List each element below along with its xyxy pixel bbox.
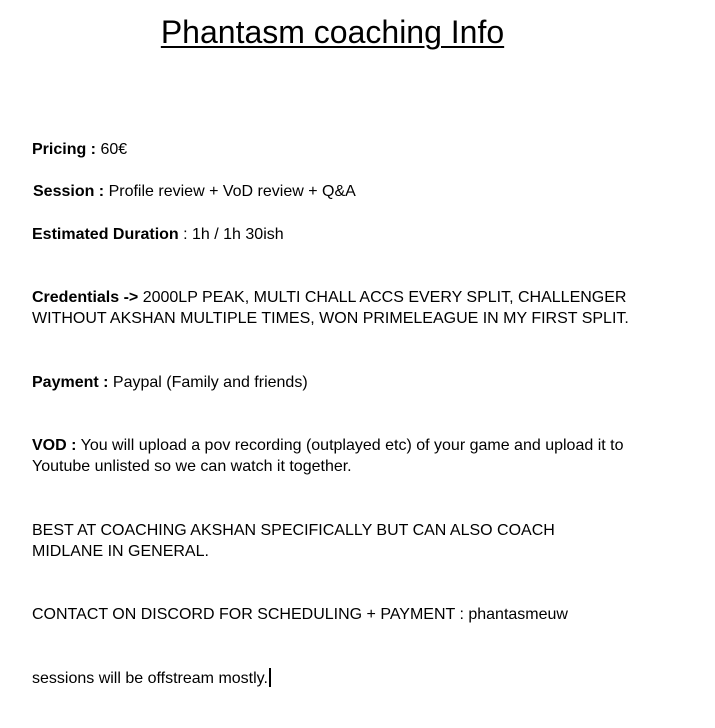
specialty-line-2: MIDLANE IN GENERAL. — [32, 543, 209, 560]
contact-line — [32, 604, 672, 625]
vod-label: VOD : — [32, 437, 77, 454]
payment-label: Payment : — [32, 374, 109, 391]
specialty-line-1: BEST AT COACHING AKSHAN SPECIFICALLY BUT CAN ALSO COACH — [32, 522, 555, 539]
pricing-value: 60€ — [96, 141, 128, 158]
credentials-line-1: 2000LP PEAK, MULTI CHALL ACCS EVERY SPLIT, CHALLENGER — [138, 289, 627, 306]
duration-value: : 1h / 1h 30ish — [178, 226, 284, 243]
credentials-line-2: WITHOUT AKSHAN MULTIPLE TIMES, WON PRIMELEAGUE IN MY FIRST SPLIT. — [32, 310, 629, 327]
pricing-line — [32, 139, 672, 160]
vod-line-2: Youtube unlisted so we can watch it together. — [32, 458, 352, 475]
credentials-label: Credentials -> — [32, 289, 139, 306]
contact-text: CONTACT ON DISCORD FOR SCHEDULING + PAYMENT : phantasmeuw — [32, 606, 568, 623]
session-value: Profile review + VoD review + Q&A — [104, 183, 356, 200]
vod-paragraph — [32, 435, 672, 477]
specialty-paragraph — [32, 520, 672, 562]
vod-line-1: You will upload a pov recording (outplayed etc) of your game and upload it to — [76, 437, 624, 454]
session-label: Session : — [33, 183, 105, 200]
session-line — [33, 181, 673, 202]
pricing-label: Pricing : — [32, 141, 97, 158]
duration-label: Estimated Duration — [32, 226, 179, 243]
payment-value: Paypal (Family and friends) — [108, 374, 308, 391]
duration-line — [32, 224, 672, 245]
text-cursor — [269, 668, 271, 687]
payment-line — [32, 372, 672, 393]
footer-line[interactable] — [32, 668, 672, 689]
document-title: Phantasm coaching Info — [160, 14, 505, 50]
footer-text: sessions will be offstream mostly. — [32, 670, 268, 687]
credentials-paragraph — [32, 287, 672, 329]
